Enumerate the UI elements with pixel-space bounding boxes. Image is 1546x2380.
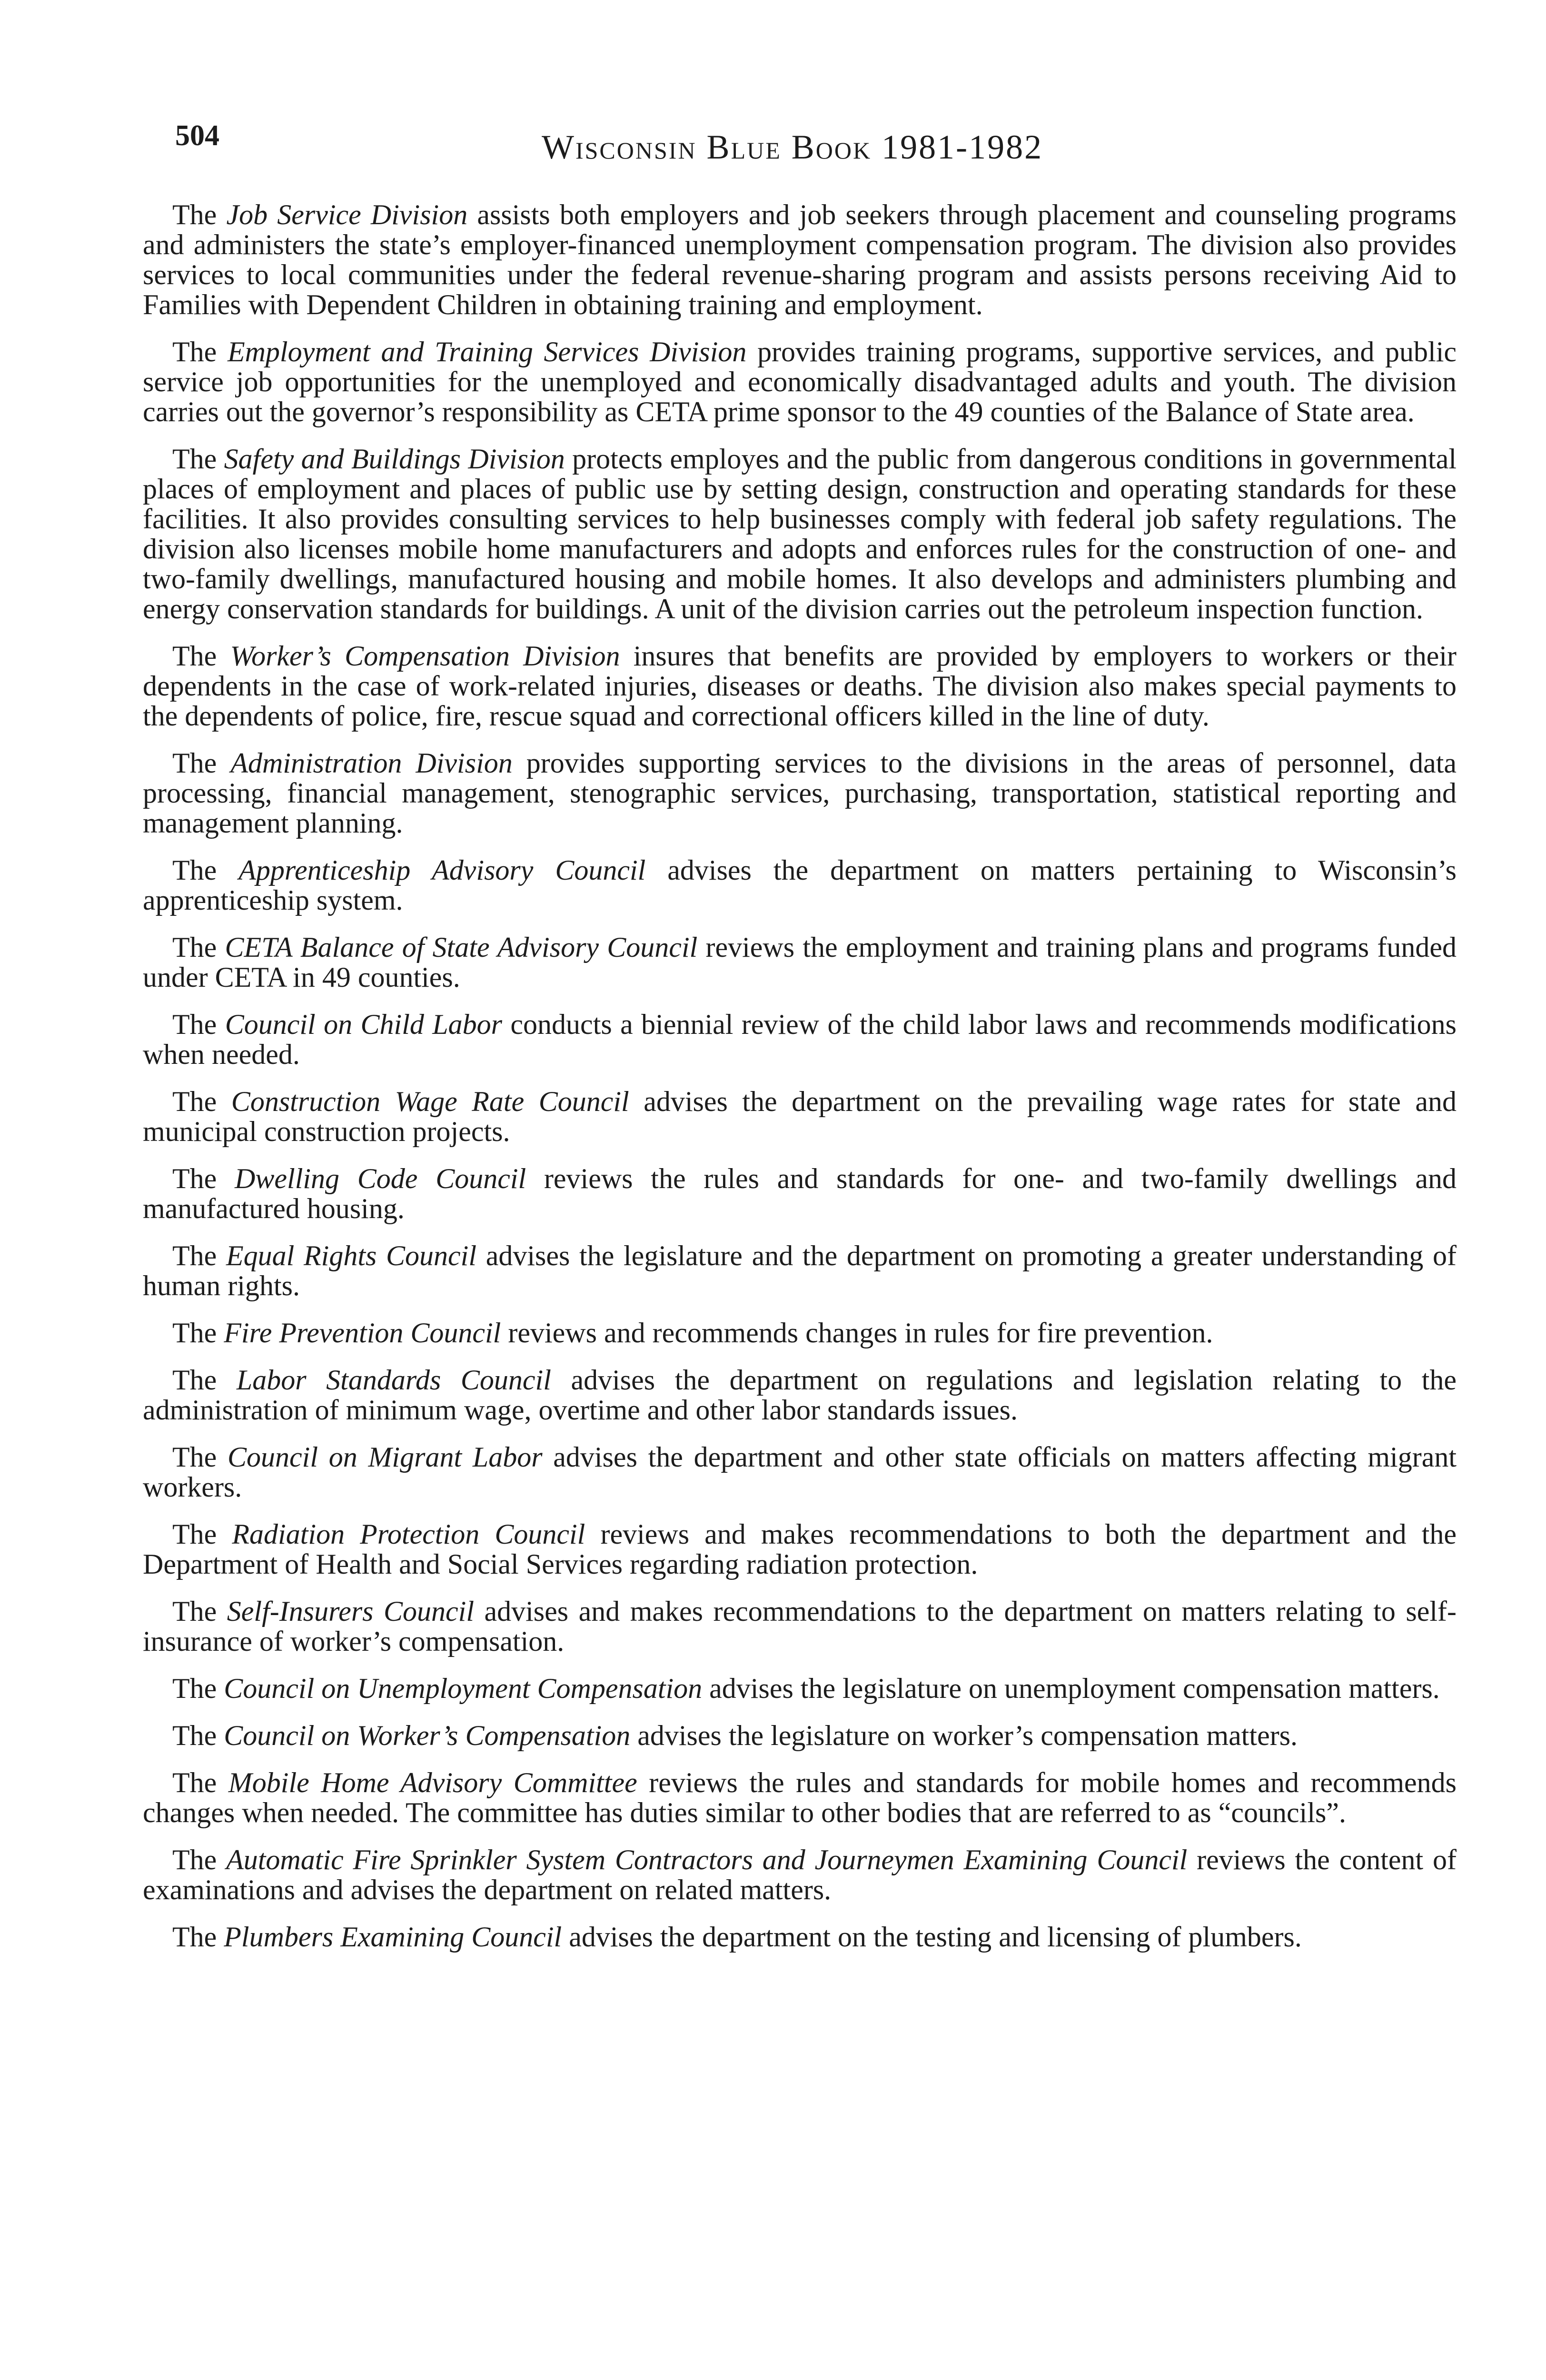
paragraph-child-labor-council: The Council on Child Labor conducts a biennial review of the child labor laws and recommends modifications when needed. (143, 1009, 1457, 1070)
council-name: Plumbers Examining Council (224, 1921, 562, 1953)
council-name: Mobile Home Advisory Committee (228, 1767, 637, 1798)
paragraph-employment-training-division: The Employment and Training Services Division provides training programs, supportive services, and public service job opportunities for the unemployed and economically disadvantaged adults and youth. The division carries out the governor’s responsibility as CETA prime sponsor to the 49 counties of the Balance of State area. (143, 336, 1457, 427)
council-name: Radiation Protection Council (232, 1518, 585, 1550)
paragraph-construction-wage-council: The Construction Wage Rate Council advises the department on the prevailing wage rates for state and municipal construction projects. (143, 1086, 1457, 1147)
paragraph-plumbers-council: The Plumbers Examining Council advises the department on the testing and licensing of plumbers. (172, 1921, 1302, 1953)
paragraph-safety-buildings-division: The Safety and Buildings Division protects employes and the public from dangerous conditions in governmental places of employment and places of public use by setting design, construction and operating standards for these facilities. It also provides consulting services to help businesses comply with federal job safety regulations. The division also licenses mobile home manufacturers and adopts and enforces rules for the construction of one- and two-family dwellings, manufactured housing and mobile homes. It also develops and administers plumbing and energy conservation standards for buildings. A unit of the division carries out the petroleum inspection function. (143, 443, 1457, 625)
council-name: Council on Worker’s Compensation (224, 1720, 631, 1751)
running-title: Wisconsin Blue Book 1981-1982 (542, 128, 1043, 166)
paragraph-migrant-labor-council: The Council on Migrant Labor advises the department and other state officials on matters affecting migrant workers. (143, 1441, 1457, 1503)
division-name: Administration Division (230, 747, 513, 779)
council-name: Equal Rights Council (226, 1240, 477, 1271)
division-name: Job Service Division (226, 199, 468, 230)
paragraph-fire-sprinkler-council: The Automatic Fire Sprinkler System Contractors and Journeymen Examining Council reviews the content of examinations and advises the department on related matters. (143, 1844, 1457, 1905)
division-name: Employment and Training Services Division (227, 336, 747, 367)
council-name: Construction Wage Rate Council (231, 1086, 629, 1117)
paragraph-labor-standards-council: The Labor Standards Council advises the department on regulations and legislation relating to the administration of minimum wage, overtime and other labor standards issues. (143, 1364, 1457, 1426)
division-name: Worker’s Compensation Division (230, 640, 620, 672)
council-name: Dwelling Code Council (235, 1163, 526, 1194)
paragraph-fire-prevention-council: The Fire Prevention Council reviews and recommends changes in rules for fire prevention. (172, 1317, 1213, 1349)
council-name: Labor Standards Council (236, 1364, 551, 1396)
council-name: CETA Balance of State Advisory Council (225, 932, 698, 963)
council-name: Council on Child Labor (225, 1009, 503, 1040)
council-name: Automatic Fire Sprinkler System Contractors and Journeymen Examining Council (226, 1844, 1188, 1875)
paragraph-workers-compensation-council: The Council on Worker’s Compensation advises the legislature on worker’s compensation matters. (172, 1720, 1298, 1751)
council-name: Apprenticeship Advisory Council (238, 854, 646, 886)
paragraph-dwelling-code-council: The Dwelling Code Council reviews the rules and standards for one- and two-family dwellings and manufactured housing. (143, 1163, 1457, 1224)
paragraph-administration-division: The Administration Division provides supporting services to the divisions in the areas of personnel, data processing, financial management, stenographic services, purchasing, transportation, statistical reporting and management planning. (143, 747, 1457, 839)
council-name: Self-Insurers Council (227, 1596, 474, 1627)
council-name: Council on Migrant Labor (228, 1441, 543, 1473)
paragraph-mobile-home-committee: The Mobile Home Advisory Committee reviews the rules and standards for mobile homes and recommends changes when needed. The committee has duties similar to other bodies that are referred to as “councils”. (143, 1767, 1457, 1828)
paragraph-radiation-protection-council: The Radiation Protection Council reviews and makes recommendations to both the department and the Department of Health and Social Services regarding radiation protection. (143, 1518, 1457, 1580)
page-number: 504 (175, 119, 219, 152)
body-text (143, 200, 1457, 1969)
paragraph-self-insurers-council: The Self-Insurers Council advises and makes recommendations to the department on matters relating to self-insurance of worker’s compensation. (143, 1596, 1457, 1657)
paragraph-apprenticeship-council: The Apprenticeship Advisory Council advises the department on matters pertaining to Wisconsin’s apprenticeship system. (143, 854, 1457, 916)
paragraph-job-service-division: The Job Service Division assists both employers and job seekers through placement and counseling programs and administers the state’s employer-financed unemployment compensation program. The division also provides services to local communities under the federal revenue-sharing program and assists persons receiving Aid to Families with Dependent Children in obtaining training and employment. (143, 199, 1457, 320)
paragraph-unemployment-compensation-council: The Council on Unemployment Compensation advises the legislature on unemployment compensation matters. (172, 1673, 1440, 1704)
council-name: Fire Prevention Council (224, 1317, 501, 1349)
paragraph-workers-compensation-division: The Worker’s Compensation Division insures that benefits are provided by employers to workers or their dependents in the case of work-related injuries, diseases or deaths. The division also makes special payments to the dependents of police, fire, rescue squad and correctional officers killed in the line of duty. (143, 640, 1457, 732)
division-name: Safety and Buildings Division (224, 443, 565, 475)
paragraph-ceta-council: The CETA Balance of State Advisory Council reviews the employment and training plans and programs funded under CETA in 49 counties. (143, 932, 1457, 993)
paragraph-equal-rights-council: The Equal Rights Council advises the legislature and the department on promoting a greater understanding of human rights. (143, 1240, 1457, 1301)
page-header (175, 119, 1441, 166)
council-name: Council on Unemployment Compensation (224, 1673, 703, 1704)
